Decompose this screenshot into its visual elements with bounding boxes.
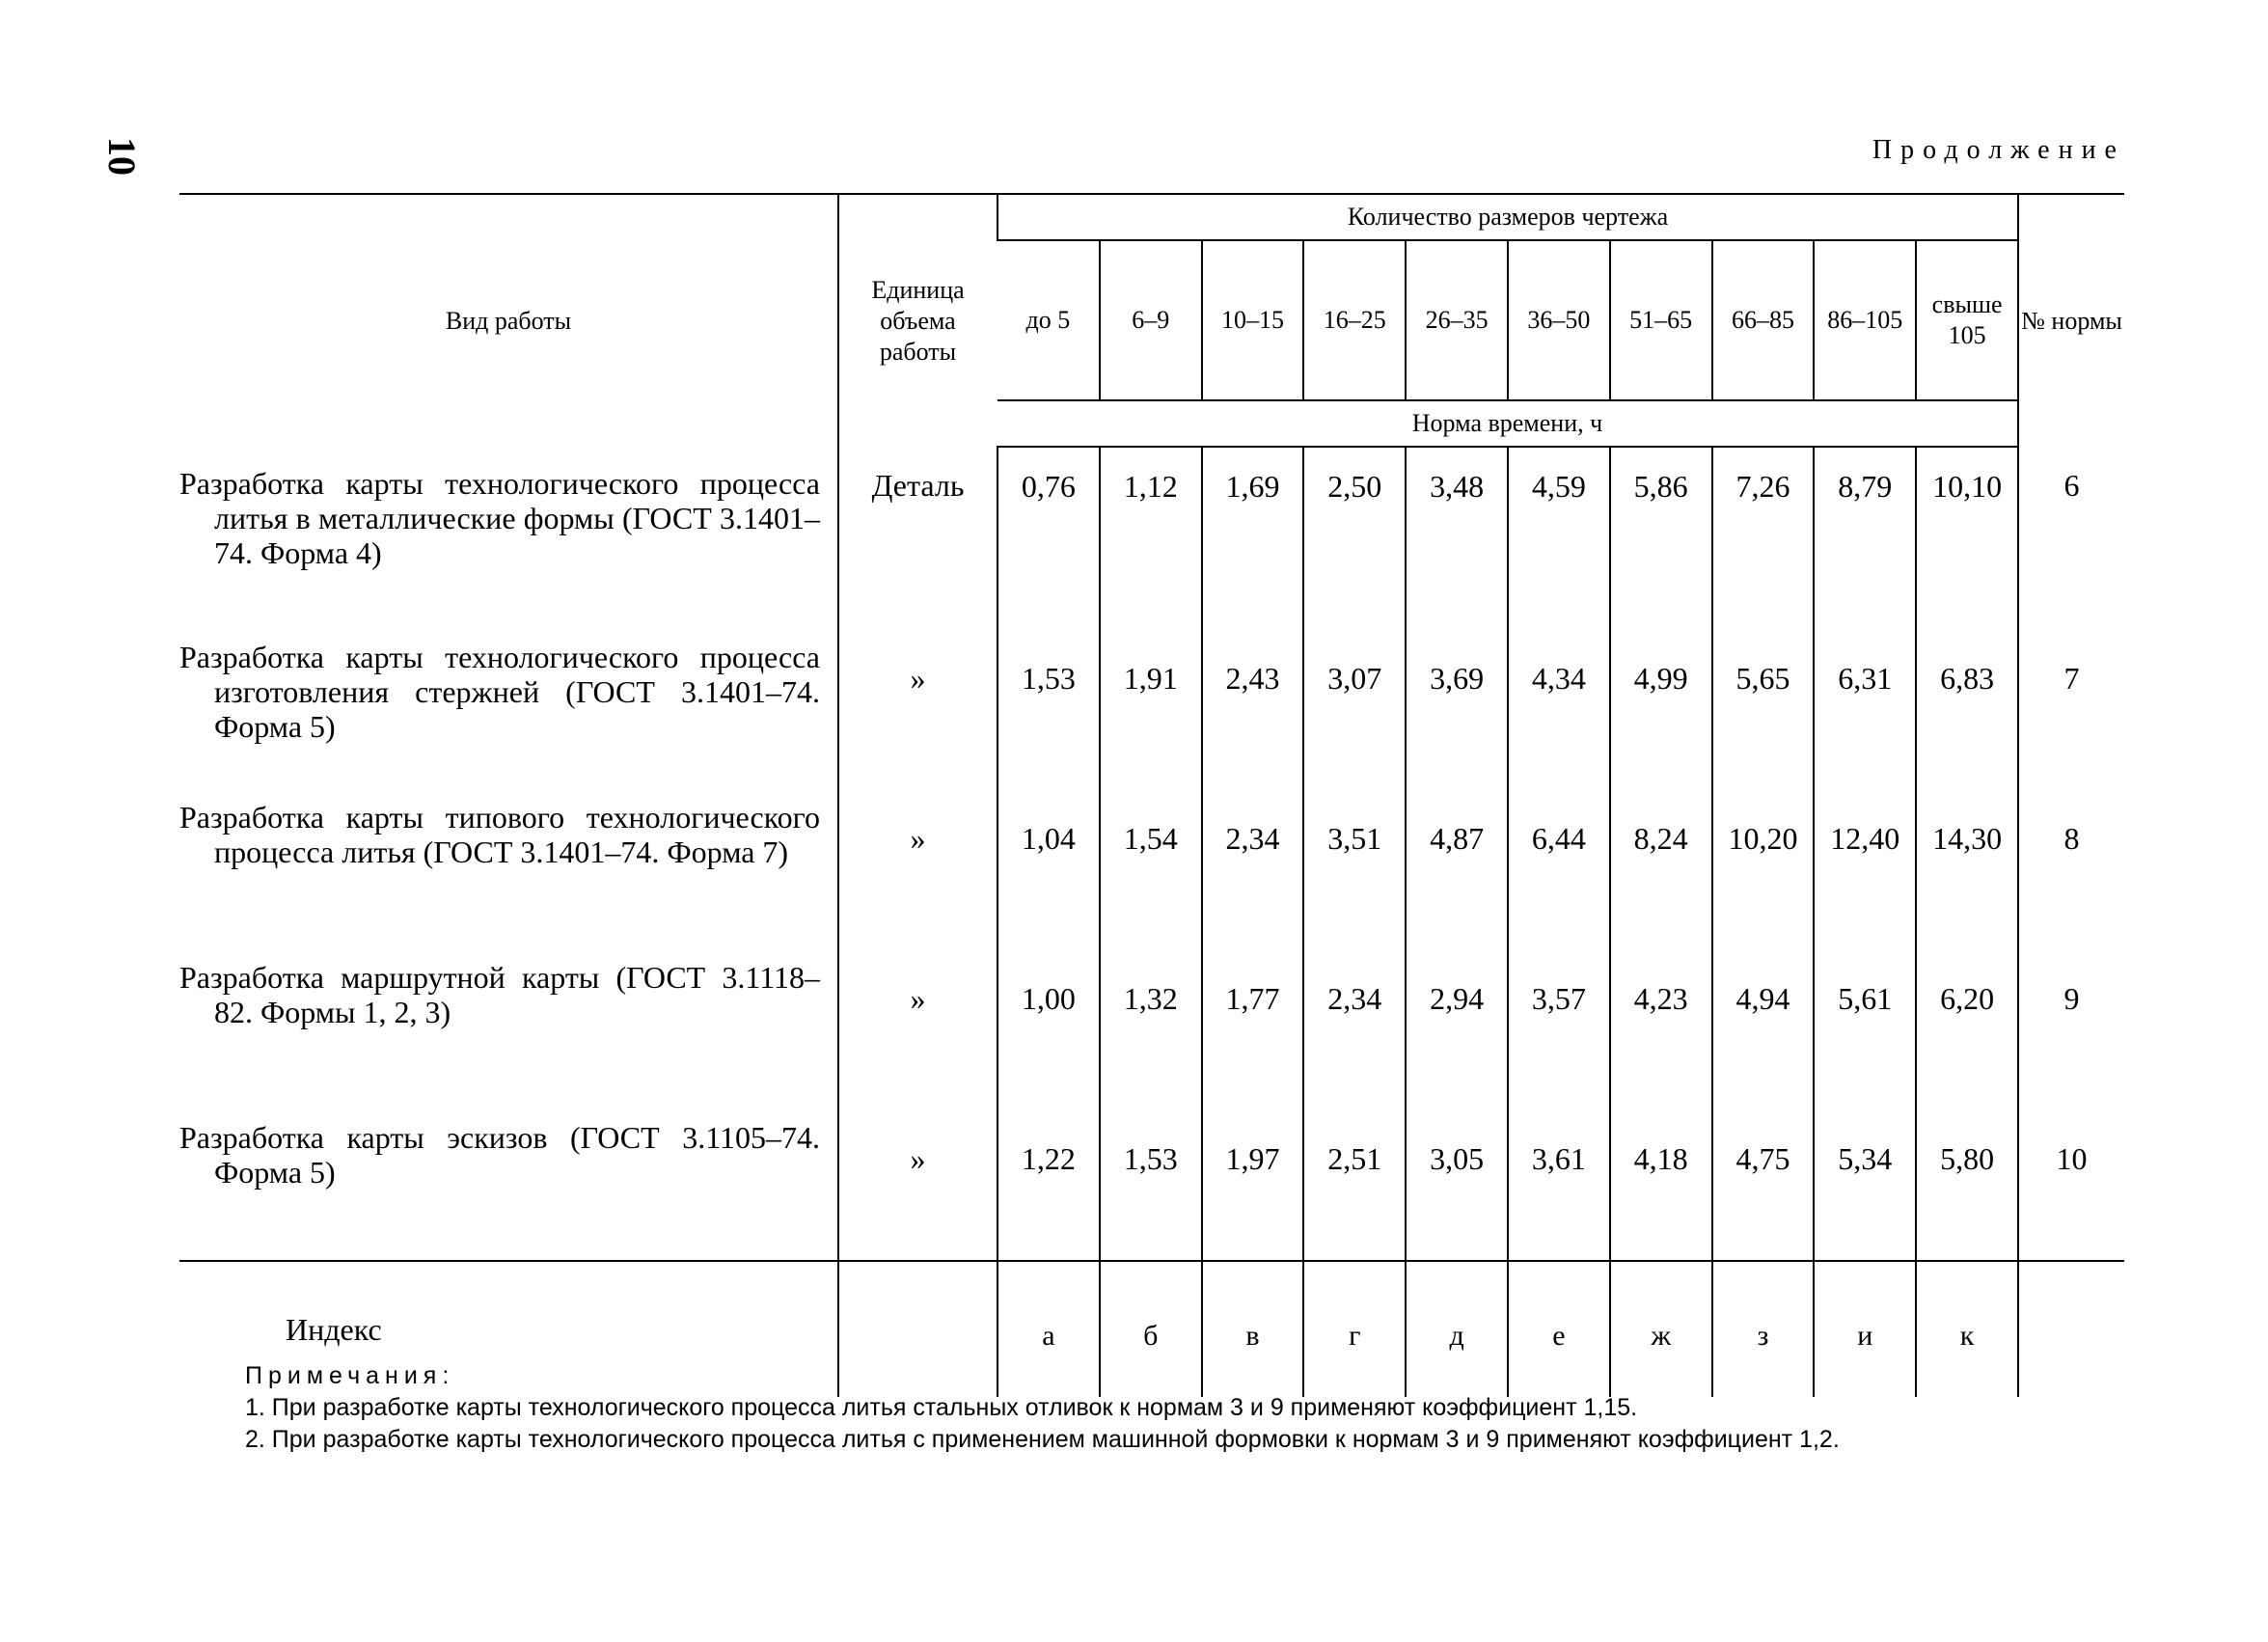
work-type-cell [179, 800, 838, 960]
time-value-cell: 5,80 [1916, 1120, 2018, 1261]
work-type-text: Разработка карты технологического процесса изготовления стержней (ГОСТ 3.1401–74. Форма 5) [179, 640, 820, 744]
time-value-cell: 1,12 [1100, 447, 1202, 640]
header-range: 51–65 [1610, 240, 1712, 400]
time-value-cell: 1,53 [1100, 1120, 1202, 1261]
index-letter: е [1508, 1261, 1610, 1397]
time-value-cell: 8,24 [1610, 800, 1712, 960]
index-letter: в [1202, 1261, 1304, 1397]
norm-number-cell: 9 [2018, 960, 2124, 1120]
time-value-cell: 5,86 [1610, 447, 1712, 640]
note-item: 1. При разработке карты технологического процесса литья стальных отливок к нормам 3 и 9 применяют коэффициент 1,15. [245, 1394, 1638, 1421]
time-value-cell: 3,48 [1406, 447, 1508, 640]
table-row [179, 1120, 2124, 1261]
work-type-cell [179, 640, 838, 800]
time-value-cell: 1,53 [997, 640, 1100, 800]
time-value-cell: 3,51 [1303, 800, 1406, 960]
norm-number-cell: 6 [2018, 447, 2124, 640]
table-row [179, 800, 2124, 960]
time-value-cell: 10,10 [1916, 447, 2018, 640]
index-letter: г [1303, 1261, 1406, 1397]
time-value-cell: 2,51 [1303, 1120, 1406, 1261]
time-value-cell: 14,30 [1916, 800, 2018, 960]
time-value-cell: 1,00 [997, 960, 1100, 1120]
time-value-cell: 4,59 [1508, 447, 1610, 640]
header-range: свыше 105 [1916, 240, 2018, 400]
header-count-title: Количество размеров чертежа [997, 194, 2018, 240]
time-value-cell: 4,94 [1712, 960, 1815, 1120]
table-row [179, 960, 2124, 1120]
work-type-text: Разработка карты типового технологического процесса литья (ГОСТ 3.1401–74. Форма 7) [179, 800, 820, 869]
unit-cell: Деталь [838, 447, 997, 640]
time-value-cell: 1,32 [1100, 960, 1202, 1120]
header-range: до 5 [1025, 306, 1071, 334]
time-value-cell: 4,34 [1508, 640, 1610, 800]
time-value-cell: 4,75 [1712, 1120, 1815, 1261]
time-value-cell: 6,44 [1508, 800, 1610, 960]
index-letter: ж [1610, 1261, 1712, 1397]
index-letter: к [1916, 1261, 2018, 1397]
work-type-cell [179, 1120, 838, 1261]
header-range: 66–85 [1712, 240, 1815, 400]
notes-title: Примечания: [245, 1362, 455, 1389]
time-value-cell: 2,50 [1303, 447, 1406, 640]
time-value-cell: 1,77 [1202, 960, 1304, 1120]
index-letter: д [1406, 1261, 1508, 1397]
header-work-type: Вид работы [179, 194, 838, 447]
time-value-cell: 5,61 [1814, 960, 1916, 1120]
norm-number-cell: 7 [2018, 640, 2124, 800]
time-value-cell: 3,57 [1508, 960, 1610, 1120]
time-value-cell: 0,76 [997, 447, 1100, 640]
norm-number-cell: 10 [2018, 1120, 2124, 1261]
work-type-text: Разработка карты технологического процесса литья в металлические формы (ГОСТ 3.1401–74. Форма 4) [179, 466, 820, 570]
unit-cell: » [838, 800, 997, 960]
header-range: 26–35 [1406, 240, 1508, 400]
time-value-cell: 5,34 [1814, 1120, 1916, 1261]
time-value-cell: 3,69 [1406, 640, 1508, 800]
index-letter: а [997, 1261, 1100, 1397]
index-label: Индекс [179, 1261, 838, 1397]
time-value-cell: 1,91 [1100, 640, 1202, 800]
time-value-cell: 12,40 [1814, 800, 1916, 960]
time-value-cell: 2,94 [1406, 960, 1508, 1120]
index-letter: з [1712, 1261, 1815, 1397]
time-value-cell: 8,79 [1814, 447, 1916, 640]
time-value-cell: 4,99 [1610, 640, 1712, 800]
notes [179, 1360, 2124, 1456]
time-value-cell: 7,26 [1712, 447, 1815, 640]
time-value-cell: 3,61 [1508, 1120, 1610, 1261]
time-value-cell: 3,05 [1406, 1120, 1508, 1261]
time-value-cell: 1,54 [1100, 800, 1202, 960]
header-range: 86–105 [1814, 240, 1916, 400]
continuation-label: Продолжение [1872, 135, 2125, 165]
header-range: 6–9 [1100, 240, 1202, 400]
unit-cell: » [838, 640, 997, 800]
time-value-cell: 4,18 [1610, 1120, 1712, 1261]
time-value-cell: 1,04 [997, 800, 1100, 960]
norms-table [179, 193, 2124, 1397]
header-norm-number: № нормы [2018, 194, 2124, 447]
time-value-cell: 5,65 [1712, 640, 1815, 800]
header-range: 10–15 [1202, 240, 1304, 400]
time-value-cell: 2,34 [1303, 960, 1406, 1120]
time-value-cell: 2,34 [1202, 800, 1304, 960]
time-value-cell: 4,87 [1406, 800, 1508, 960]
time-value-cell: 2,43 [1202, 640, 1304, 800]
table-row [179, 447, 2124, 640]
time-value-cell: 4,23 [1610, 960, 1712, 1120]
page-number: 10 [100, 137, 144, 176]
header-range: 36–50 [1508, 240, 1610, 400]
header-norm-time: Норма времени, ч [997, 400, 2018, 447]
time-value-cell: 6,31 [1814, 640, 1916, 800]
unit-cell: » [838, 1120, 997, 1261]
time-value-cell: 10,20 [1712, 800, 1815, 960]
table-row [179, 640, 2124, 800]
index-letter: и [1814, 1261, 1916, 1397]
time-value-cell: 6,83 [1916, 640, 2018, 800]
time-value-cell: 3,07 [1303, 640, 1406, 800]
time-value-cell: 1,69 [1202, 447, 1304, 640]
norm-number-cell: 8 [2018, 800, 2124, 960]
work-type-cell [179, 447, 838, 640]
note-item: 2. При разработке карты технологического процесса литья с применением машинной формовки к нормам 3 и 9 применяют коэффициент 1,2. [245, 1426, 1840, 1453]
index-letter: б [1100, 1261, 1202, 1397]
time-value-cell: 1,97 [1202, 1120, 1304, 1261]
time-value-cell: 6,20 [1916, 960, 2018, 1120]
header-unit: Единица объема работы [838, 194, 997, 447]
header-range: 16–25 [1303, 240, 1406, 400]
work-type-text: Разработка маршрутной карты (ГОСТ 3.1118–82. Формы 1, 2, 3) [179, 960, 820, 1029]
time-value-cell: 1,22 [997, 1120, 1100, 1261]
work-type-text: Разработка карты эскизов (ГОСТ 3.1105–74. Форма 5) [179, 1120, 820, 1190]
work-type-cell [179, 960, 838, 1120]
unit-cell: » [838, 960, 997, 1120]
